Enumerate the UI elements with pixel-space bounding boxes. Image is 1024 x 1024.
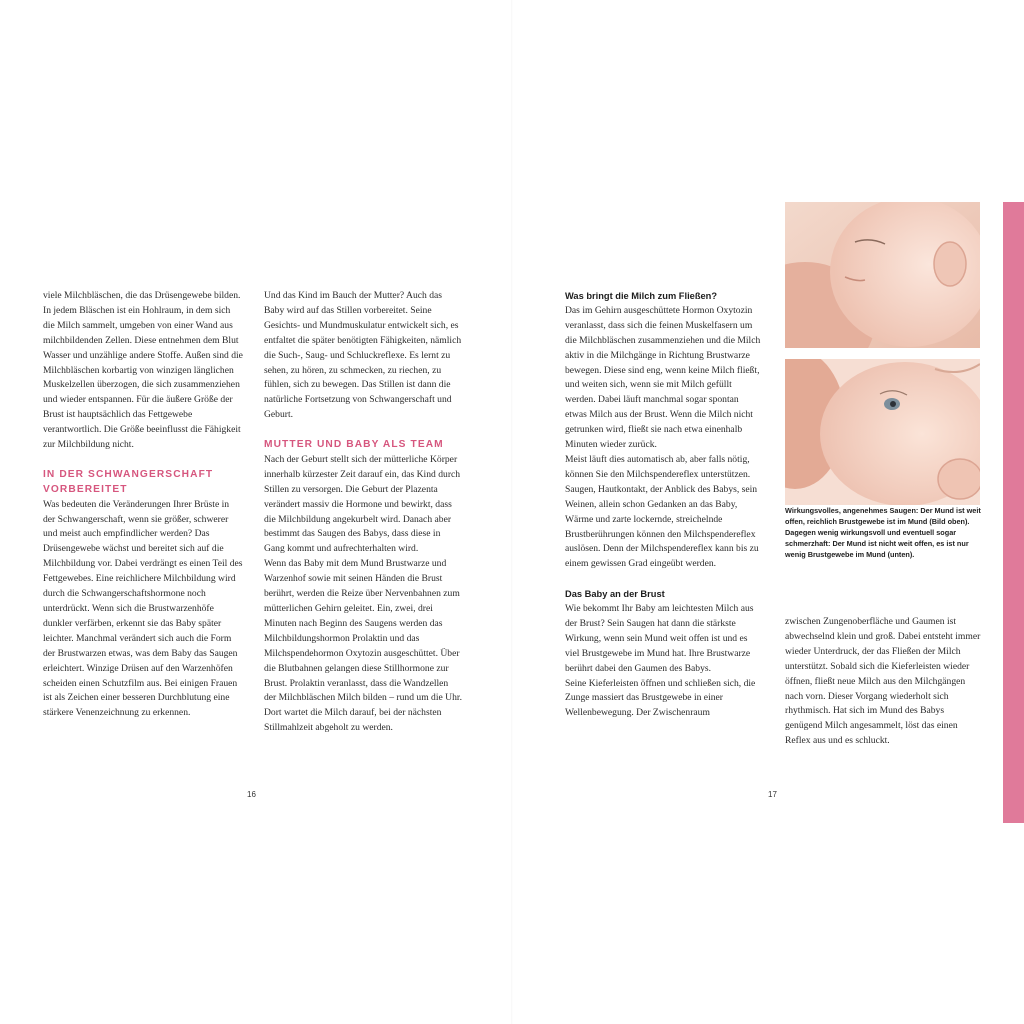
photo-caption: Wirkungsvolles, angenehmes Saugen: Der Mund ist weit offen, reichlich Brustgewebe ist im Mund (Bild oben). Dagegen wenig wirkungsvoll und eventuell sogar schmerzhaft: Der Mund ist nicht weit offen, es ist nur wenig Brustgewebe im Mund (unten).: [785, 506, 981, 559]
photo-baby-nursing-bottom: [785, 359, 980, 505]
page-number-right: 17: [768, 790, 777, 799]
paragraph: Seine Kieferleisten öffnen und schließen sich, die Zunge massiert das Brustgewebe in einer Wellenbewegung. Der Zwischenraum: [565, 677, 756, 719]
left-page-column-2: [264, 289, 462, 736]
paragraph: Wie bekommt Ihr Baby am leichtesten Milch aus der Brust? Sein Saugen hat dann die stärkste Wirkung, wenn sein Mund weit offen ist und es viel Brustgewebe im Mund hat. Ihre Brustwarze berührt dabei den Gaumen des Babys.: [565, 603, 754, 674]
section-heading: MUTTER UND BABY ALS TEAM: [264, 439, 444, 451]
paragraph: Meist läuft dies automatisch ab, aber falls nötig, können Sie den Milchspendereflex unterstützen. Saugen, Hautkontakt, der Anblick des Babys, sein Weinen, allein schon Gedanken an das Baby, Wärme und zarte lockernde, streichelnde Brustberührungen können den Milchspendereflex auslösen. Denn der Milchspendereflex kann bis zu einem gewissen Grad eingeübt werden.: [565, 453, 759, 570]
subsection-heading: Was bringt die Milch zum Fließen?: [565, 291, 718, 301]
paragraph: zwischen Zungenoberfläche und Gaumen ist abwechselnd klein und groß. Dabei entsteht immer wieder Unterdruck, der das Fließen der Milch unterstützt. Sobald sich die Kieferleisten wieder öffnen, fließt neue Milch aus den Milchgängen nach vorn. Dieser Vorgang wiederholt sich rhythmisch. Hat sich im Mund des Babys genügend Milch angesammelt, löst das einen Reflex aus und es schluckt.: [785, 616, 981, 747]
subsection-heading: Das Baby an der Brust: [565, 589, 665, 600]
baby-nursing-image: [785, 359, 980, 505]
paragraph: Nach der Geburt stellt sich der mütterliche Körper innerhalb kürzester Zeit darauf ein, das Kind durch Stillen zu versorgen. Die Geburt der Plazenta verändert massiv die Hormone und bewirkt, dass die Milchbildung angekurbelt wird. Danach aber bestimmt das Saugen des Babys, dass diese in Gang kommt und aufrechterhalten wird.: [264, 453, 461, 555]
left-page-column-1: [43, 289, 243, 721]
section-heading: IN DER SCHWANGERSCHAFT VORBEREITET: [43, 468, 214, 495]
baby-nursing-image: [785, 202, 980, 348]
right-page-column-1: [565, 289, 761, 721]
photo-baby-nursing-top: [785, 202, 980, 348]
page-number-left: 16: [247, 790, 256, 799]
paragraph: viele Milchbläschen, die das Drüsengewebe bilden. In jedem Bläschen ist ein Hohlraum, in dem sich die Milch sammelt, umgeben von einer Wand aus milchbildenden Zellen. Diese entnehmen dem Blut Wasser und unzählige andere Stoffe. Außen sind die Milchbläschen korbartig von winzigen länglichen Muskelzellen überzogen, die sich zusammenziehen und wieder entspannen. Für die äußere Größe der Brust ist hauptsächlich das Fettgewebe verantwortlich. Die Größe beeinflusst die Fähigkeit zur Milchbildung nicht.: [43, 290, 243, 451]
paragraph: Was bedeuten die Veränderungen Ihrer Brüste in der Schwangerschaft, wenn sie größer, schwerer und meist auch empfindlicher werden? Das Drüsengewebe wächst und bereitet sich auf die Milchbildung vor. Dabei verdrängt es einen Teil des Fettgewebes. Eine reichlichere Milchbildung wird durch die Schwangerschaftshormone noch unterdrückt. Wenn sich die Brustwarzenhöfe dunkler verfärben, erkennt sie das Baby später leichter. Manchmal verändert sich auch die Form der Brustwarzen etwas, was dem Baby das Saugen erleichtert. Winzige Drüsen auf den Warzenhöfen scheiden einen Schutzfilm aus. Bei einigen Frauen ist als Zeichen einer besseren Durchblutung eine stärkere Venenzeichnung zu erkennen.: [43, 498, 243, 719]
right-page-column-2: [785, 615, 983, 749]
page-gutter: [511, 0, 513, 1024]
paragraph: Das im Gehirn ausgeschüttete Hormon Oxytozin veranlasst, dass sich die feinen Muskelfasern um die Milchbläschen zusammenziehen und die Milch aktiv in die Milchgänge in Richtung Brustwarze bewegen. Diese sind eng, wenn keine Milch fließt, und weiten sich, wenn sie mit Milch gefüllt werden. Dabei läuft manchmal sogar spontan etwas Milch aus der Brust. Wenn die Milch nicht getrunken wird, fließt sie nach etwa einenhalb Minuten wieder zurück.: [565, 304, 761, 451]
paragraph: Und das Kind im Bauch der Mutter? Auch das Baby wird auf das Stillen vorbereitet. Seine Gesichts- und Mundmuskulatur entwickelt sich, es entfaltet die später benötigten Fähigkeiten, nämlich die Such-, Saug- und Schluckreflexe. Es lernt zu sehen, zu hören, zu schmecken, zu riechen, zu fühlen, sich zu bewegen. Das Stillen ist dann die natürliche Fortsetzung von Schwangerschaft und Geburt.: [264, 290, 462, 421]
side-color-bar: [1003, 202, 1024, 823]
paragraph: Wenn das Baby mit dem Mund Brustwarze und Warzenhof sowie mit seinen Händen die Brust berührt, werden die Reize über Nervenbahnen zum mütterlichen Gehirn geleitet. Ein, zwei, drei Minuten nach Beginn des Saugens werden das Milchbildungshormon Prolaktin und das Milchspendehormon Oxytozin ausgeschüttet. Über die Blutbahnen gelangen diese Stillhormone zur Brust. Prolaktin veranlasst, dass die Wandzellen der Milchbläschen Milch bilden – rund um die Uhr. Dort wartet die Milch darauf, bei der nächsten Stillmahlzeit abgeholt zu werden.: [264, 558, 462, 734]
